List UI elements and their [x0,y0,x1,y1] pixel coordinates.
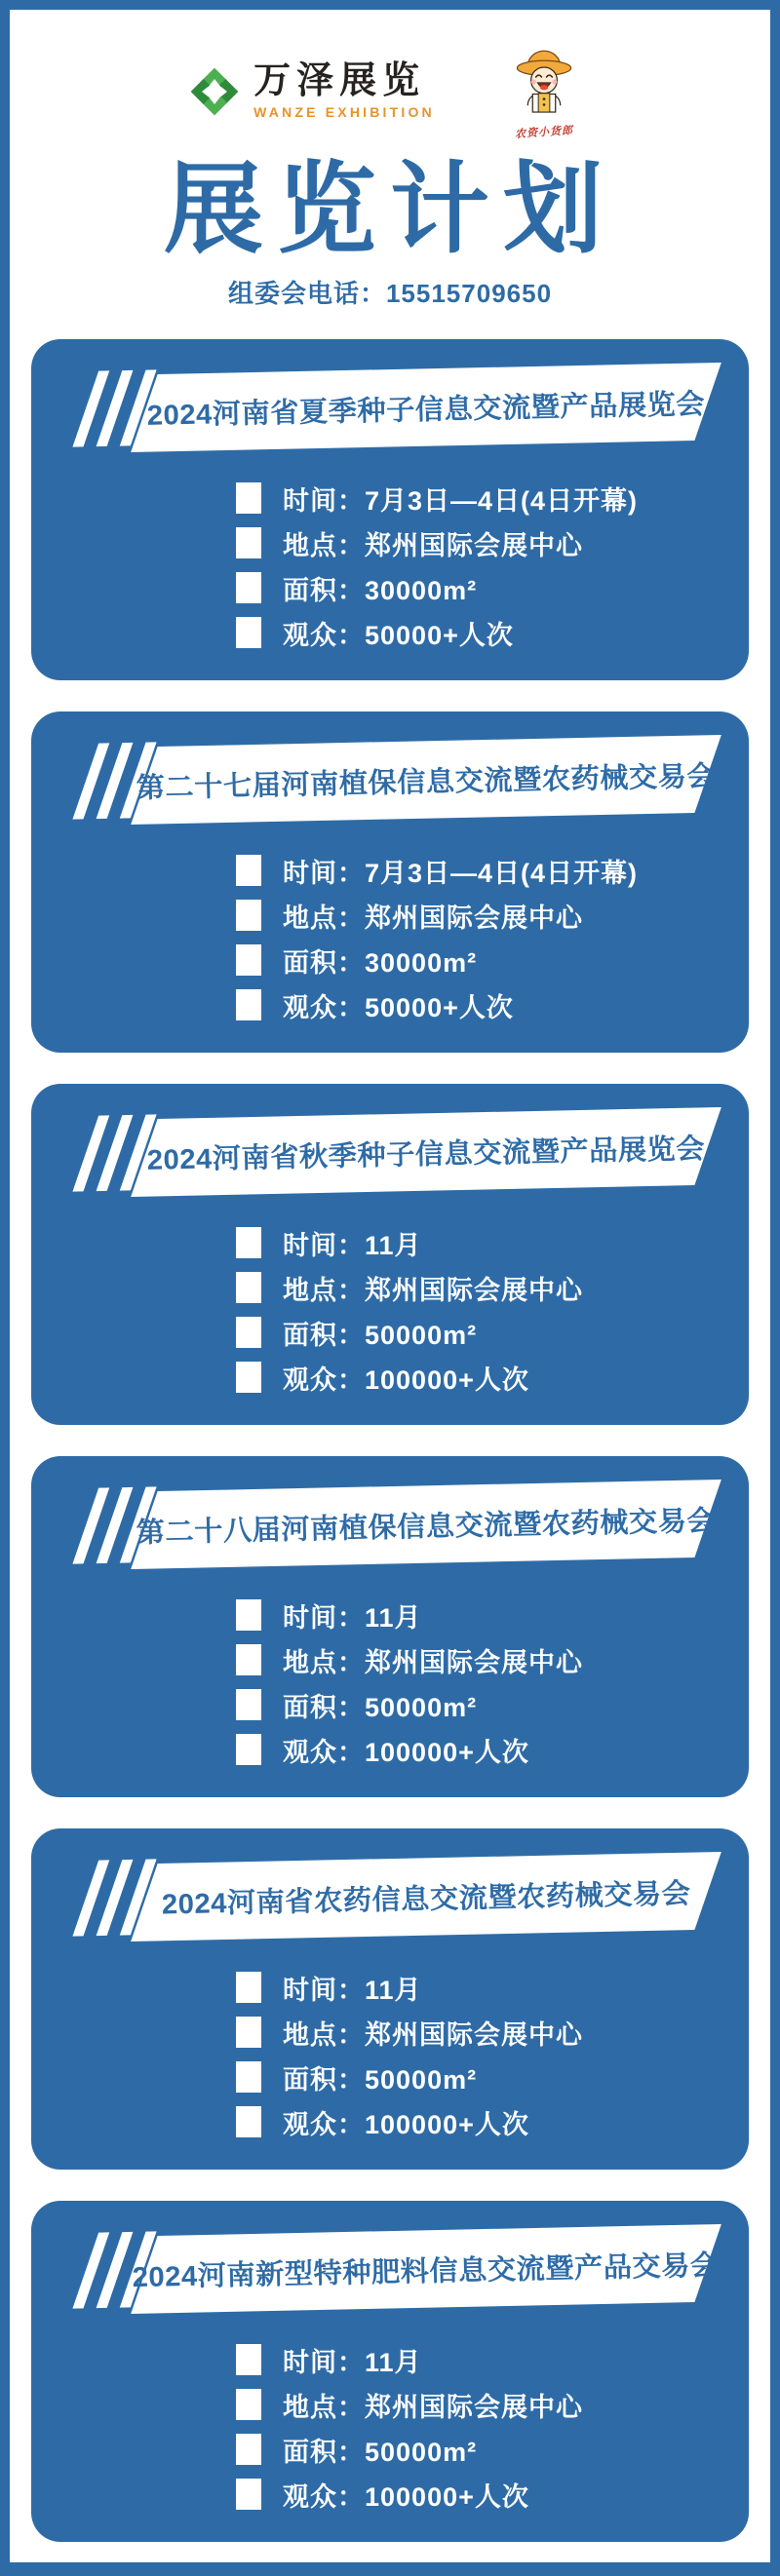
exhibition-banner [131,1852,722,1942]
wanze-pinwheel-icon [189,66,240,117]
banner-row [31,1828,749,1938]
bullet-square-icon [236,572,261,603]
fact-value: 30000m² [365,575,478,605]
fact-value: 郑州国际会展中心 [365,2392,583,2422]
exhibition-banner [131,363,722,452]
bullet-square-icon [236,1272,261,1303]
fact-label: 时间： [283,1602,365,1633]
fact-label: 时间： [283,1230,365,1260]
exhibition-card-6 [31,2201,749,2542]
fact-row-visitors [236,610,749,655]
bullet-square-icon [236,1317,261,1348]
fact-label: 时间： [283,858,365,888]
bullet-square-icon [236,1362,261,1393]
fact-row-visitors [236,982,749,1027]
fact-label: 观众： [283,1365,365,1395]
fact-value: 50000m² [365,2064,478,2095]
fact-value: 50000m² [365,2437,478,2467]
bullet-square-icon [236,1972,261,2003]
bullet-square-icon [236,2061,261,2093]
bullet-square-icon [236,2106,261,2137]
fact-value: 50000m² [365,1320,478,1350]
bullet-square-icon [236,527,261,558]
fact-label: 观众： [283,1737,365,1767]
exhibition-banner [131,1107,722,1197]
fact-label: 时间： [283,2347,365,2377]
mascot-caption: 农资小货郎 [514,124,574,141]
fact-value: 50000+人次 [365,992,514,1022]
banner-row [31,2201,749,2310]
fact-label: 地点： [283,1647,365,1677]
fact-row-venue [236,1265,749,1310]
committee-phone [10,274,770,310]
bullet-square-icon [236,1734,261,1765]
exhibition-card-2 [31,711,749,1053]
exhibition-title: 第二十七届河南植保信息交流暨农药械交易会 [136,760,717,804]
fact-row-time [236,476,749,520]
fact-row-area [236,1682,749,1727]
fact-label: 地点： [283,2019,365,2050]
fact-value: 100000+人次 [365,2481,529,2512]
fact-row-area [236,565,749,610]
fact-list [31,1965,749,2144]
fact-label: 面积： [283,947,365,978]
fact-row-time [236,1220,749,1265]
wanze-logo-cn: 万泽展览 [254,60,426,101]
fact-label: 地点： [283,903,365,933]
mascot-logo [497,37,591,139]
fact-label: 地点： [283,2392,365,2422]
fact-list [31,2337,749,2517]
banner-row [31,1084,749,1193]
bullet-square-icon [236,2434,261,2465]
fact-value: 郑州国际会展中心 [365,530,583,560]
banner-row [31,1456,749,1565]
exhibition-list [10,339,770,2542]
fact-label: 时间： [283,485,365,516]
banner-row [31,711,749,821]
exhibition-title: 2024河南新型特种肥料信息交流暨产品交易会 [132,2249,721,2293]
fact-value: 11月 [365,2347,422,2377]
farmer-mascot-icon [503,37,585,127]
exhibition-banner [131,2224,722,2314]
bullet-square-icon [236,1689,261,1720]
banner-row [31,339,749,448]
fact-row-time [236,1965,749,2010]
fact-row-time [236,1593,749,1637]
fact-label: 地点： [283,1275,365,1305]
fact-label: 地点： [283,530,365,560]
bullet-square-icon [236,1599,261,1631]
fact-row-visitors [236,2472,749,2517]
fact-row-visitors [236,1355,749,1400]
fact-list [31,476,749,655]
fact-row-venue [236,1637,749,1682]
bullet-square-icon [236,2479,261,2510]
fact-value: 郑州国际会展中心 [365,1647,583,1677]
fact-row-venue [236,2010,749,2055]
fact-label: 面积： [283,575,365,605]
fact-row-time [236,848,749,893]
exhibition-banner [131,735,722,825]
page-title: 展览计划 [164,154,616,265]
fact-value: 7月3日—4日(4日开幕) [365,858,639,888]
exhibition-title: 第二十八届河南植保信息交流暨农药械交易会 [136,1505,717,1549]
exhibition-title: 2024河南省夏季种子信息交流暨产品展览会 [146,388,706,432]
bullet-square-icon [236,1227,261,1258]
exhibition-card-1 [31,339,749,680]
fact-value: 30000m² [365,947,478,978]
wanze-logo-en: WANZE EXHIBITION [254,104,435,120]
bullet-square-icon [236,944,261,976]
fact-label: 观众： [283,2109,365,2139]
fact-value: 7月3日—4日(4日开幕) [365,485,639,516]
fact-value: 50000+人次 [365,620,514,650]
fact-label: 面积： [283,2064,365,2095]
fact-label: 时间： [283,1975,365,2005]
exhibition-title: 2024河南省秋季种子信息交流暨产品展览会 [146,1133,706,1176]
fact-row-venue [236,520,749,565]
fact-value: 11月 [365,1602,422,1633]
fact-label: 面积： [283,1692,365,1722]
bullet-square-icon [236,900,261,931]
wanze-logo-text [254,62,435,120]
fact-label: 观众： [283,620,365,650]
exhibition-banner [131,1480,722,1569]
fact-row-visitors [236,2099,749,2144]
bullet-square-icon [236,855,261,886]
fact-label: 观众： [283,2481,365,2512]
exhibition-title: 2024河南省农药信息交流暨农药械交易会 [161,1878,691,1921]
wanze-logo [189,62,435,120]
exhibition-card-3 [31,1084,749,1425]
fact-value: 11月 [365,1230,422,1260]
fact-value: 100000+人次 [365,1737,529,1767]
fact-row-area [236,2427,749,2472]
fact-row-time [236,2337,749,2382]
fact-value: 100000+人次 [365,2109,529,2139]
fact-row-venue [236,2382,749,2427]
fact-value: 郑州国际会展中心 [365,903,583,933]
bullet-square-icon [236,2389,261,2420]
bullet-square-icon [236,1644,261,1675]
fact-list [31,1593,749,1772]
exhibition-card-4 [31,1456,749,1797]
fact-value: 100000+人次 [365,1365,529,1395]
fact-row-venue [236,893,749,938]
header [10,37,770,140]
bullet-square-icon [236,2017,261,2048]
fact-label: 观众： [283,992,365,1022]
bullet-square-icon [236,617,261,648]
fact-row-area [236,1310,749,1355]
fact-value: 50000m² [365,1692,478,1722]
fact-list [31,848,749,1027]
fact-value: 郑州国际会展中心 [365,2019,583,2050]
bullet-square-icon [236,482,261,514]
fact-row-area [236,938,749,982]
phone-label: 组委会电话： [227,279,386,309]
fact-value: 郑州国际会展中心 [365,1275,583,1305]
fact-row-visitors [236,1727,749,1772]
fact-label: 面积： [283,2437,365,2467]
fact-row-area [236,2055,749,2099]
bullet-square-icon [236,2344,261,2375]
fact-list [31,1220,749,1400]
exhibition-card-5 [31,1828,749,2170]
fact-label: 面积： [283,1320,365,1350]
bullet-square-icon [236,989,261,1020]
phone-number: 15515709650 [385,279,553,309]
fact-value: 11月 [365,1975,422,2005]
